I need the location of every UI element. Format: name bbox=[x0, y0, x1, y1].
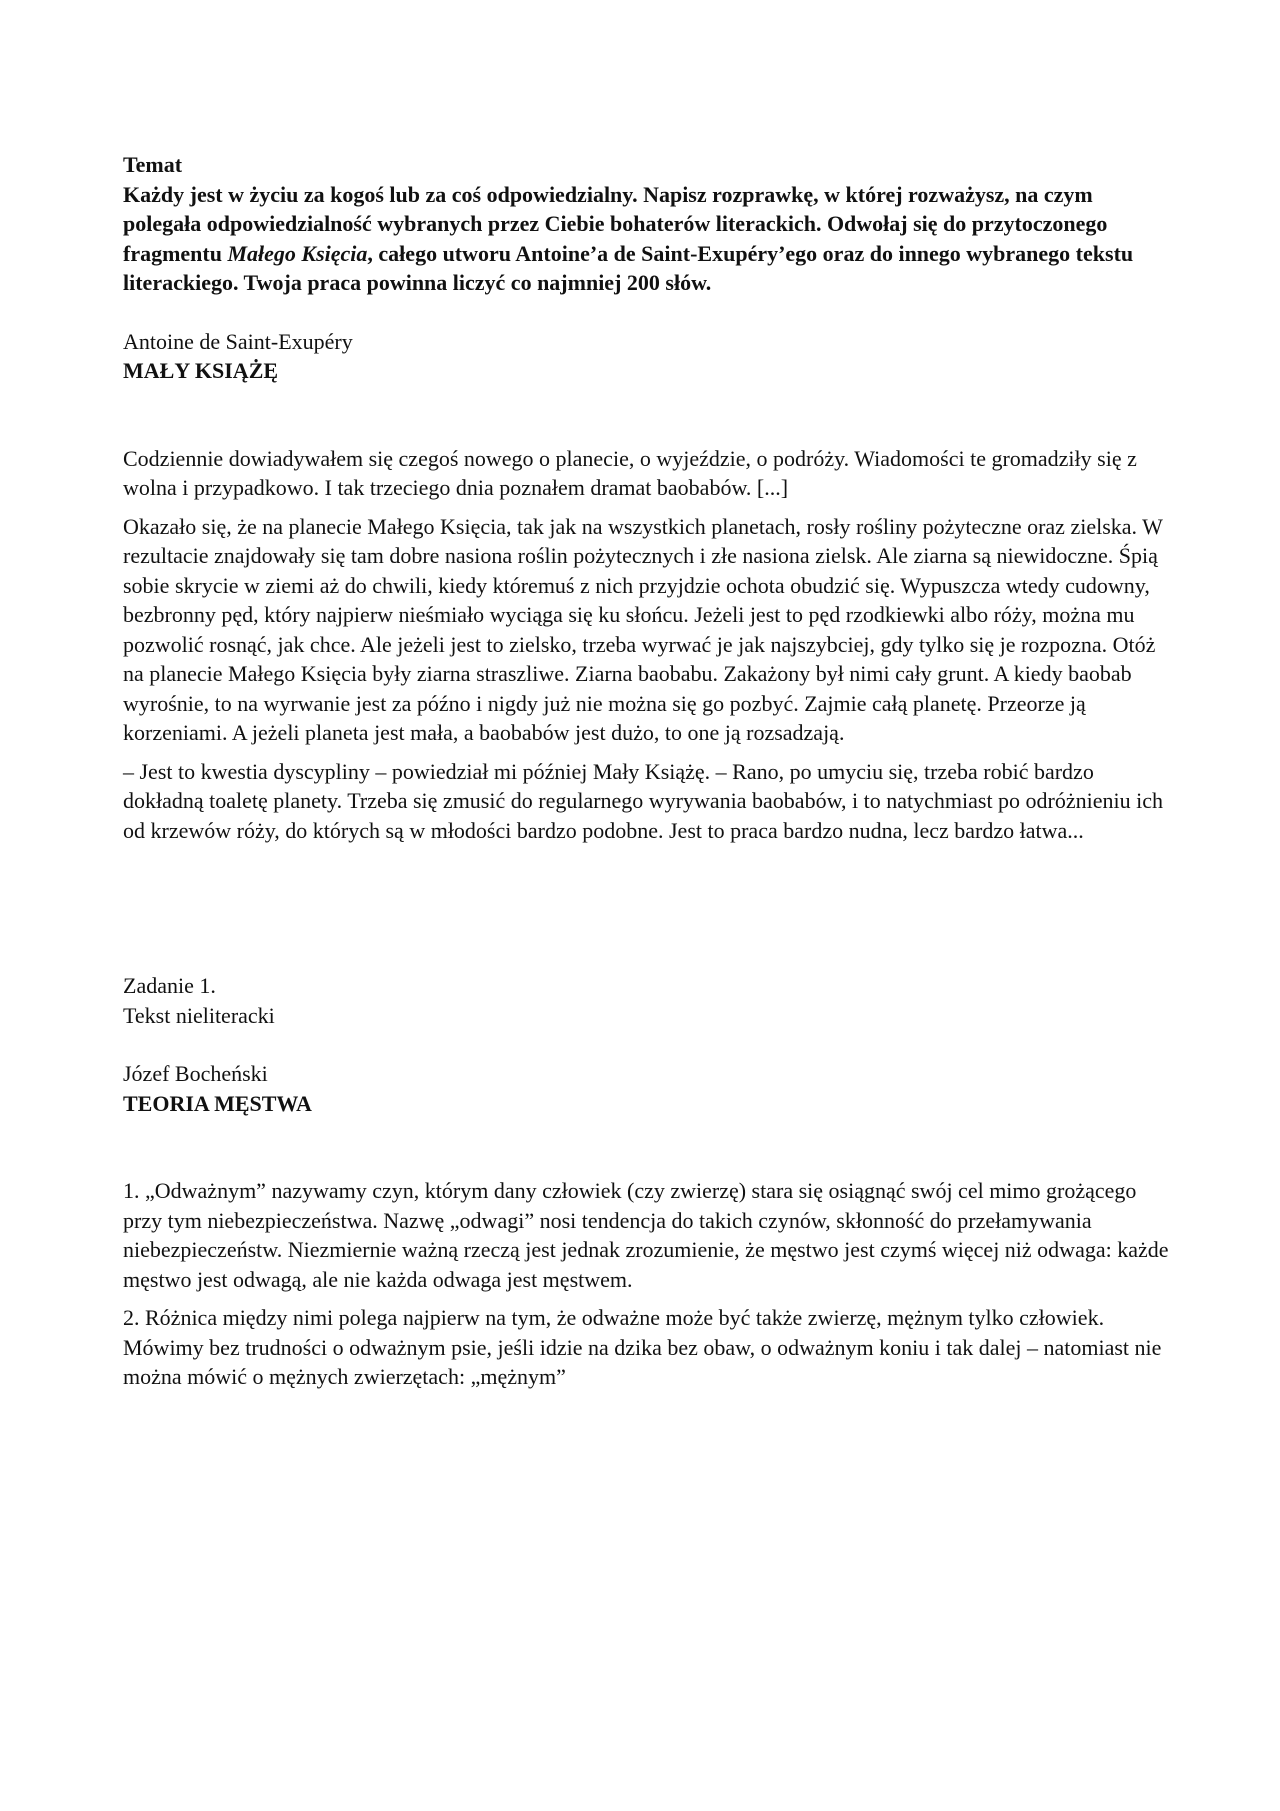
excerpt1-author: Antoine de Saint-Exupéry bbox=[123, 328, 353, 354]
excerpt1-title: MAŁY KSIĄŻĘ bbox=[123, 358, 279, 383]
document-page bbox=[123, 150, 1173, 1401]
excerpt2-author: Józef Bocheński bbox=[123, 1061, 268, 1086]
excerpt1-paragraph: Okazało się, że na planecie Małego Księcia, tak jak na wszystkich planetach, rosły rośliny pożyteczne oraz zielska. W rezultacie znajdowały się tam dobre nasiona roślin pożytecznych i złe nasiona zielsk. Ale ziarna są niewidoczne. Śpią sobie skrycie w ziemi aż do chwili, kiedy któremuś z nich przyjdzie ochota obudzić się. Wypuszcza wtedy cudowny, bezbronny pęd, który najpierw nieśmiało wyciąga się ku słońcu. Jeżeli jest to pęd rzodkiewki albo róży, można mu pozwolić rosnąć, jak chce. Ale jeżeli jest to zielsko, trzeba wyrwać je jak najszybciej, gdy tylko się je rozpozna. Otóż na planecie Małego Księcia były ziarna straszliwe. Ziarna baobabu. Zakażony był nimi cały grunt. A kiedy baobab wyrośnie, to na wyrwanie jest za późno i nigdy już nie można się go pozbyć. Zajmie całą planetę. Przeorze ją korzeniami. A jeżeli planeta jest mała, a baobabów jest dużo, to one ją rozsadzają. bbox=[123, 513, 1163, 745]
topic-body-part2: , całego utworu Antoine’a de Saint-Exupéry’ego oraz do innego wybranego tekstu literackiego. Twoja praca powinna liczyć co najmniej 200 słów. bbox=[123, 240, 1134, 295]
task-label: Tekst nieliteracki bbox=[123, 1002, 275, 1028]
topic-heading: Temat bbox=[123, 152, 183, 177]
topic-body-part1: Każdy jest w życiu za kogoś lub za coś odpowiedzialny. Napisz rozprawkę, w której rozważysz, na czym polegała odpowiedzialność wybranych przez Ciebie bohaterów literackich. Odwołaj się do przytoczonego fragmentu bbox=[123, 181, 1108, 266]
excerpt1-paragraph: – Jest to kwestia dyscypliny – powiedział mi później Mały Książę. – Rano, po umyciu się, trzeba robić bardzo dokładną toaletę planety. Trzeba się zmusić do regularnego wyrywania baobabów, i to natychmiast po odróżnieniu ich od krzewów róży, do których są w młodości bardzo podobne. Jest to praca bardzo nudna, lecz bardzo łatwa... bbox=[123, 758, 1164, 843]
excerpt1-paragraph: Codziennie dowiadywałem się czegoś nowego o planecie, o wyjeździe, o podróży. Wiadomości te gromadziły się z wolna i przypadkowo. I tak trzeciego dnia poznałem dramat baobabów. [...] bbox=[123, 445, 1137, 500]
excerpt2-paragraph: 1. „Odważnym” nazywamy czyn, którym dany człowiek (czy zwierzę) stara się osiągnąć swój cel mimo grożącego przy tym niebezpieczeństwa. Nazwę „odwagi” nosi tendencja do takich czynów, skłonność do przełamywania niebezpieczeństw. Niezmiernie ważną rzeczą jest jednak zrozumienie, że męstwo jest czymś więcej niż odwaga: każde męstwo jest odwagą, ale nie każda odwaga jest męstwem. bbox=[123, 1178, 1169, 1292]
excerpt2-paragraph: 2. Różnica między nimi polega najpierw na tym, że odważne może być także zwierzę, mężnym tylko człowiek. Mówimy bez trudności o odważnym psie, jeśli idzie na dzika bez obaw, o odważnym koniu i tak dalej – natomiast nie można mówić o mężnych zwierzętach: „mężnym” bbox=[123, 1305, 1162, 1389]
topic-body-italic: Małego Księcia bbox=[227, 240, 368, 266]
task-number: Zadanie 1. bbox=[123, 973, 216, 998]
excerpt2-title: TEORIA MĘSTWA bbox=[123, 1090, 312, 1116]
topic-body bbox=[123, 180, 1173, 298]
